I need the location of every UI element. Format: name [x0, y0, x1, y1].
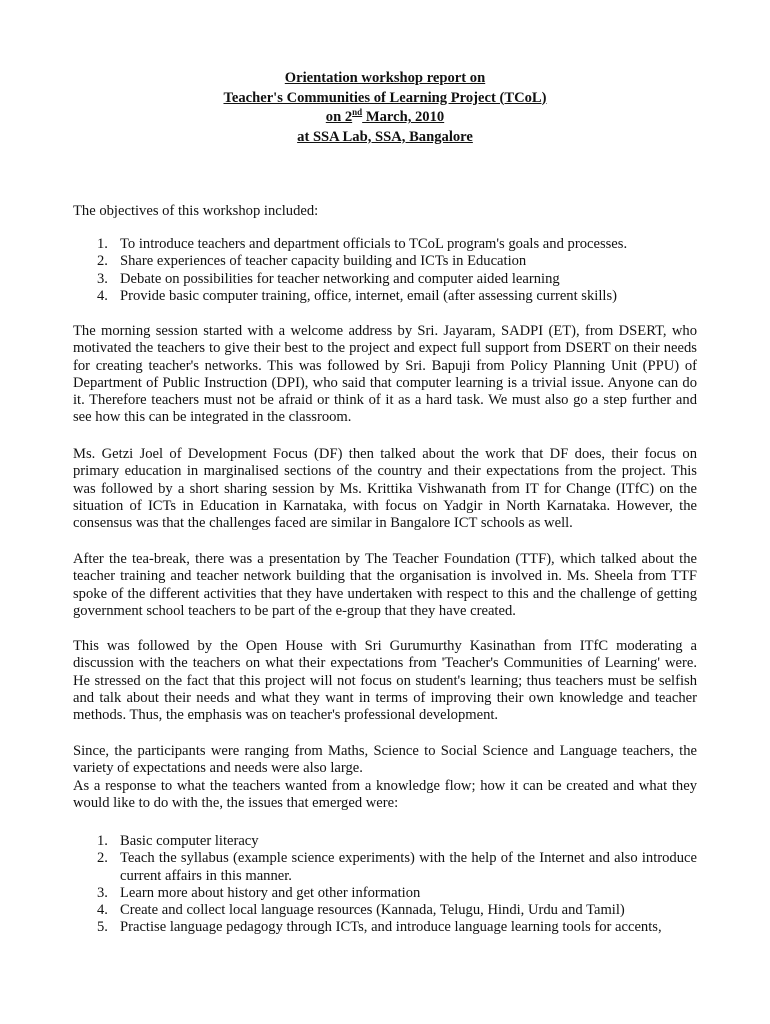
paragraph-open-house: This was followed by the Open House with Sri Gurumurthy Kasinathan from ITfC moderating a discussion with the teachers on what their expectations from 'Teacher's Communities of Learning' were. He stressed on the fact that this project will not focus on student's learning; thus teachers must be selfish and talk about their needs and what they want in terms of improving their own knowledge and teacher methods. Thus, the emphasis was on teacher's professional development. — [73, 638, 697, 724]
objectives-list — [73, 236, 697, 305]
list-item-text: Debate on possibilities for teacher networking and computer aided learning — [120, 270, 560, 287]
list-item — [73, 253, 697, 270]
list-item-text: Learn more about history and get other information — [120, 884, 421, 901]
list-item-text: Provide basic computer training, office, internet, email (after assessing current skills) — [120, 287, 617, 304]
paragraph-issues-intro: As a response to what the teachers wanted from a knowledge flow; how it can be created and what they would like to do with the, the issues that emerged were: — [73, 778, 697, 812]
report-title — [0, 69, 770, 147]
list-item-text: Share experiences of teacher capacity building and ICTs in Education — [120, 253, 527, 270]
title-line-2: Teacher's Communities of Learning Project (TCoL) — [223, 89, 547, 106]
list-item-text: Teach the syllabus (example science experiments) with the help of the Internet and also introduce current affairs in this manner. — [120, 850, 697, 884]
list-number: 2. — [97, 850, 108, 867]
list-item-text: Create and collect local language resources (Kannada, Telugu, Hindi, Urdu and Tamil) — [120, 902, 625, 919]
list-number: 1. — [97, 833, 108, 849]
list-number: 4. — [97, 287, 108, 304]
list-item — [73, 902, 697, 919]
paragraph-morning-session: The morning session started with a welcome address by Sri. Jayaram, SADPI (ET), from DSERT, who motivated the teachers to give their best to the project and expect full support from DSERT on their needs for creating teacher's networks. This was followed by Sri. Bapuji from Policy Planning Unit (PPU) of Department of Public Instruction (DPI), who said that computer learning is a trivial issue. Anyone can do it. Therefore teachers must not be afraid or think of it as a hard task. We must also go a step further and see how this can be integrated in the classroom. — [73, 323, 697, 426]
issues-list — [73, 833, 697, 937]
list-item — [73, 236, 697, 253]
list-item — [73, 919, 697, 936]
list-number: 3. — [97, 884, 108, 901]
list-item-text: To introduce teachers and department officials to TCoL program's goals and processes. — [120, 236, 628, 252]
list-number: 5. — [97, 919, 108, 936]
list-item-text: Basic computer literacy — [120, 833, 259, 849]
objectives-intro: The objectives of this workshop included: — [73, 203, 319, 219]
list-item — [73, 271, 697, 288]
title-line-1: Orientation workshop report on — [284, 70, 486, 86]
list-item — [73, 288, 697, 305]
list-number: 4. — [97, 902, 108, 919]
list-number: 2. — [97, 253, 108, 270]
title-line-3: on 2nd March, 2010 — [325, 107, 445, 125]
ordinal-suffix: nd — [352, 107, 363, 118]
title-line-4: at SSA Lab, SSA, Bangalore — [297, 128, 473, 145]
list-item — [73, 850, 697, 885]
paragraph-development-focus: Ms. Getzi Joel of Development Focus (DF) then talked about the work that DF does, their focus on primary education in marginalised sections of the country and their expectations from the project. This was followed by a short sharing session by Ms. Krittika Vishwanath from IT for Change (ITfC) on the situation of ICTs in Education in Karnataka, with focus on Yadgir in North Karnataka. However, the consensus was that the challenges faced are similar in Bangalore ICT schools as well. — [73, 446, 697, 532]
list-item — [73, 885, 697, 902]
list-item — [73, 833, 697, 850]
paragraph-participants: Since, the participants were ranging from Maths, Science to Social Science and Language teachers, the variety of expectations and needs were also large. — [73, 743, 697, 777]
paragraph-teacher-foundation: After the tea-break, there was a presentation by The Teacher Foundation (TTF), which talked about the teacher training and teacher network building that the organisation is involved in. Ms. Sheela from TTF spoke of the different activities that they have undertaken with respect to this and the challenge of getting government school teachers to be part of the e-group that they have created. — [73, 551, 697, 619]
list-number: 3. — [97, 270, 108, 287]
list-number: 1. — [97, 236, 108, 252]
list-item-text: Practise language pedagogy through ICTs, and introduce language learning tools for accents, — [120, 919, 662, 936]
